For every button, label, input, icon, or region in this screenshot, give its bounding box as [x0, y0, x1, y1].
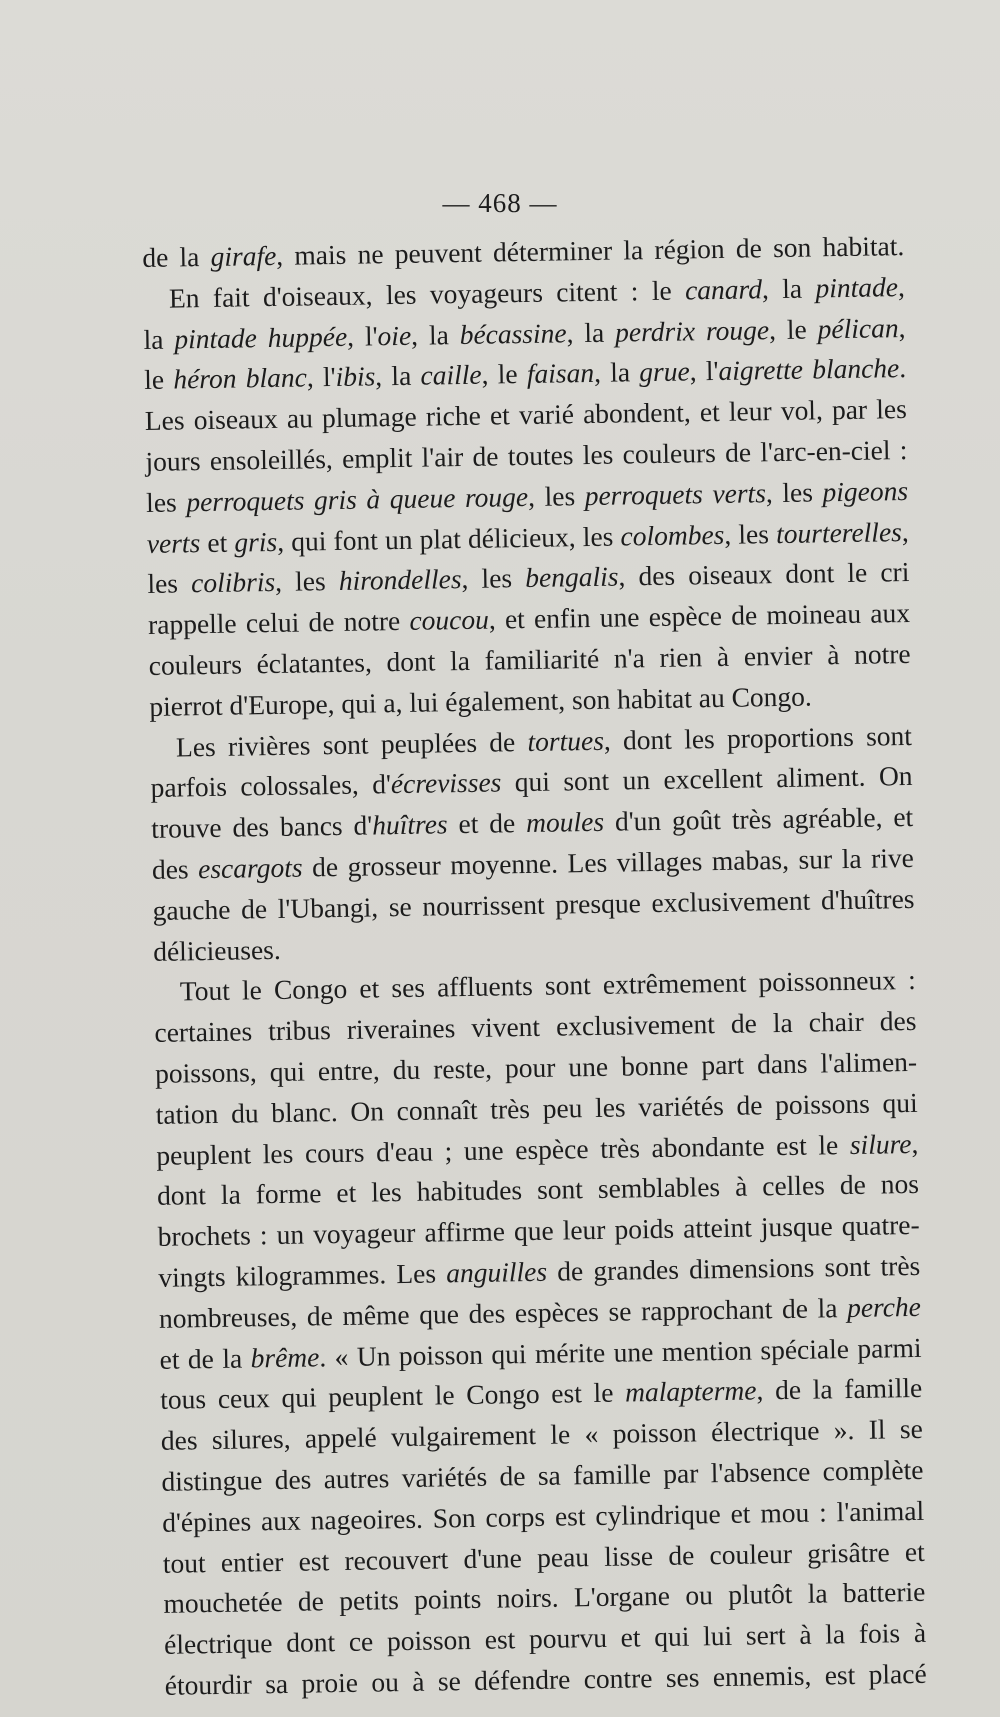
text-segment: poissons, qui entre, du reste, pour une bonne part dans l'alimen-	[154, 1045, 918, 1089]
italic-term: perroquets verts	[584, 477, 767, 511]
text-segment: , la	[761, 272, 816, 305]
text-segment: , les	[274, 565, 340, 598]
italic-term: silure	[849, 1127, 912, 1160]
text-segment: , les	[724, 517, 777, 550]
text-segment: , l'	[689, 355, 719, 387]
text-segment: , des oiseaux dont le cri	[618, 556, 910, 592]
text-segment: .	[898, 352, 907, 384]
text-segment: d'un goût très agréable, et	[603, 801, 914, 837]
text-segment: vingts kilogrammes. Les	[158, 1257, 447, 1293]
text-segment: , la	[375, 360, 421, 392]
italic-term: moules	[525, 805, 605, 839]
text-segment: , de la famille	[756, 1372, 923, 1406]
text-segment: , et enfin une espèce de moineau aux	[488, 597, 911, 635]
italic-term: perche	[846, 1290, 922, 1323]
italic-term: perroquets gris à queue rouge	[186, 480, 529, 518]
text-segment: et de la	[159, 1341, 251, 1375]
italic-term: aigrette blanche	[718, 352, 900, 387]
italic-term: coucou	[409, 603, 490, 637]
italic-term: pintade huppée	[174, 320, 348, 355]
text-segment: Les oiseaux au plumage riche et varié abondent, et leur vol, par les	[144, 393, 908, 437]
italic-term: tourterelles	[775, 515, 903, 549]
text-segment: ,	[898, 311, 906, 343]
text-segment: pierrot d'Europe, qui a, lui également, son habitat au Congo.	[149, 680, 813, 722]
text-segment: rappelle celui de notre	[147, 605, 410, 641]
italic-term: caille	[420, 359, 482, 392]
text-segment: , qui font un plat délicieux, les	[276, 520, 621, 557]
text-segment: électrique dont ce poisson est pourvu et qui lui sert à la fois à	[163, 1616, 927, 1660]
text-segment: mouchetée de petits points noirs. L'organe ou plutôt la batterie	[163, 1576, 926, 1620]
text-segment: les	[145, 486, 187, 518]
text-segment: ,	[911, 1127, 919, 1159]
text-segment: d'épines aux nageoires. Son corps est cylindrique et mou : l'animal	[161, 1494, 925, 1538]
text-segment: de la	[142, 240, 211, 273]
italic-term: oie	[377, 319, 412, 351]
text-segment: Les rivières sont peuplées de	[175, 725, 528, 763]
body-text	[142, 226, 927, 1706]
text-segment: des silures, appelé vulgairement le « poisson électrique ». Il se	[160, 1412, 924, 1456]
italic-term: verts	[146, 526, 201, 559]
text-segment: dont la forme et les habitudes sont semblables à celles de nos	[156, 1168, 920, 1212]
text-segment: les	[147, 567, 192, 600]
text-segment: , les	[461, 562, 526, 595]
text-segment: , l'	[306, 361, 336, 393]
italic-term: huîtres	[371, 808, 448, 841]
italic-term: perdrix rouge	[614, 313, 770, 348]
text-segment: qui sont un excellent aliment. On	[501, 760, 913, 798]
italic-term: faisan	[526, 357, 595, 390]
text-segment: et de	[447, 807, 527, 840]
italic-term: girafe	[210, 239, 277, 272]
italic-term: bengalis	[524, 560, 619, 594]
text-segment: , la	[593, 356, 640, 389]
text-segment: certaines tribus riveraines vivent exclusivement de la chair des	[154, 1005, 917, 1049]
text-segment: de grandes dimensions sont très	[546, 1249, 921, 1287]
text-segment: tout entier est recouvert d'une peau lisse de couleur grisâtre et	[162, 1535, 925, 1579]
italic-term: malapterme	[624, 1374, 757, 1408]
text-segment: brochets : un voyageur affirme que leur poids atteint jusque quatre-	[157, 1209, 920, 1252]
text-segment: , mais ne peuvent déterminer la région de son habitat.	[276, 230, 905, 271]
italic-term: bécassine	[459, 316, 567, 350]
italic-term: pélican	[817, 311, 899, 344]
italic-term: écrevisses	[390, 766, 502, 800]
text-segment: jours ensoleillés, emplit l'air de toutes les couleurs de l'arc-en-ciel :	[145, 433, 908, 477]
italic-term: canard	[684, 273, 763, 306]
text-segment: , l'	[346, 319, 378, 352]
italic-term: escargots	[197, 851, 303, 885]
text-segment: trouve des bancs d'	[151, 809, 373, 845]
text-segment: Tout le Congo et ses affluents sont extrêmement poissonneux :	[179, 964, 916, 1007]
italic-term: hirondelles	[338, 563, 462, 597]
text-segment: , dont les proportions sont	[603, 719, 913, 756]
text-segment: des	[151, 853, 199, 885]
text-segment: En fait d'oiseaux, les voyageurs citent : le	[168, 274, 686, 314]
italic-term: colibris	[190, 566, 276, 599]
italic-term: brême	[250, 1340, 320, 1373]
text-segment: peuplent les cours d'eau ; une espèce très abondante est le	[156, 1128, 851, 1171]
italic-term: pintade	[815, 270, 899, 304]
text-segment: ,	[901, 515, 909, 547]
text-segment: . « Un poisson qui mérite une mention spéciale parmi	[319, 1331, 922, 1372]
italic-term: tortues	[527, 724, 605, 757]
text-segment: étourdir sa proie ou à se défendre contre ses ennemis, est placé	[164, 1657, 927, 1701]
text-segment: et	[200, 526, 235, 558]
text-segment: tation du blanc. On connaît très peu les variétés de poissons qui	[155, 1086, 918, 1130]
text-segment: de grosseur moyenne. Les villages mabas, sur la rive	[302, 841, 915, 883]
text-segment: distingue des autres variétés de sa famille par l'absence complète	[161, 1453, 924, 1497]
text-segment: ,	[897, 270, 906, 302]
italic-term: anguilles	[445, 1255, 548, 1289]
text-segment: , les	[765, 476, 823, 509]
text-segment: gauche de l'Ubangi, se nourrissent presque exclusivement d'huîtres	[152, 882, 915, 926]
text-segment: , les	[527, 479, 585, 512]
text-segment: , le	[481, 358, 528, 391]
italic-term: gris	[234, 525, 278, 558]
italic-term: grue	[639, 355, 690, 388]
italic-term: pigeons	[822, 474, 909, 508]
italic-term: ibis	[335, 360, 376, 393]
text-segment: couleurs éclatantes, dont la familiarité n'a rien à envier à notre	[148, 637, 911, 681]
text-segment: , le	[768, 312, 818, 345]
italic-term: héron blanc	[173, 361, 308, 395]
page-number: — 468 —	[442, 188, 558, 218]
text-segment: le	[143, 363, 174, 396]
italic-term: colombes	[620, 518, 725, 552]
text-segment: nombreuses, de même que des espèces se rapprochant de la	[158, 1291, 848, 1334]
text-segment: la	[143, 323, 175, 355]
text-segment: , la	[410, 318, 460, 351]
text-segment: parfois colossales, d'	[150, 768, 392, 804]
text-segment: , la	[566, 316, 616, 348]
text-segment: délicieuses.	[152, 933, 281, 967]
text-segment: tous ceux qui peuplent le Congo est le	[160, 1376, 626, 1416]
